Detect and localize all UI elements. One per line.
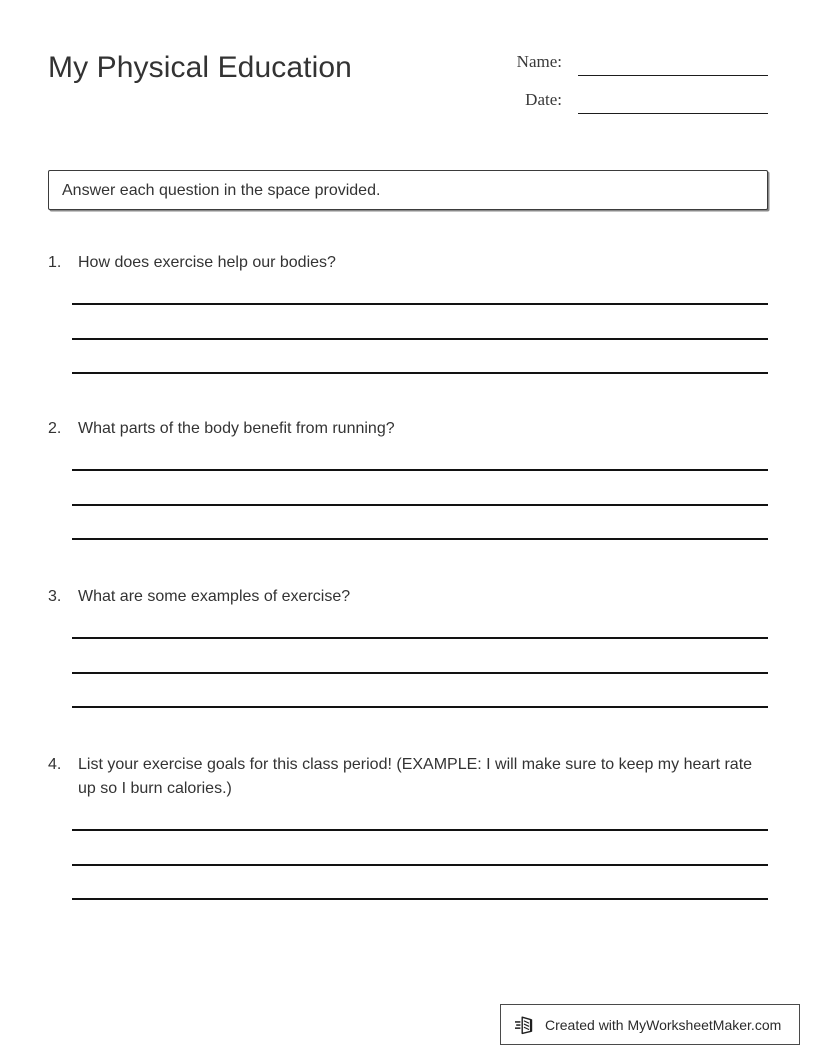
answer-line[interactable] bbox=[72, 672, 768, 674]
question-4-answer-area[interactable] bbox=[72, 823, 768, 903]
instruction-text: Answer each question in the space provided. bbox=[62, 182, 381, 199]
badge-content bbox=[515, 1005, 781, 1044]
worksheet-maker-logo-icon bbox=[515, 1014, 537, 1036]
question-1-answer-area[interactable] bbox=[72, 297, 768, 377]
answer-line[interactable] bbox=[72, 898, 768, 900]
answer-line[interactable] bbox=[72, 372, 768, 374]
answer-line[interactable] bbox=[72, 303, 768, 305]
question-item-1 bbox=[48, 251, 768, 275]
name-field-label: Name: bbox=[516, 52, 562, 71]
name-field-input-rule[interactable] bbox=[578, 75, 768, 76]
question-3-answer-area[interactable] bbox=[72, 631, 768, 711]
answer-line[interactable] bbox=[72, 706, 768, 708]
question-item-4 bbox=[48, 753, 768, 801]
badge-label: Created with MyWorksheetMaker.com bbox=[545, 1016, 782, 1033]
answer-line[interactable] bbox=[72, 469, 768, 471]
question-4-text: List your exercise goals for this class period! (EXAMPLE: I will make sure to keep my heart rate up so I burn calories.) bbox=[78, 756, 753, 797]
question-item-2 bbox=[48, 417, 768, 441]
date-field-row bbox=[500, 88, 790, 126]
answer-line[interactable] bbox=[72, 504, 768, 506]
question-3-text: What are some examples of exercise? bbox=[78, 588, 351, 605]
answer-line[interactable] bbox=[72, 829, 768, 831]
question-1-heading bbox=[48, 251, 768, 275]
date-field-input-rule[interactable] bbox=[578, 113, 768, 114]
name-field-row bbox=[500, 50, 790, 88]
name-date-fields bbox=[500, 50, 790, 126]
question-3-number: 3. bbox=[48, 588, 62, 605]
answer-line[interactable] bbox=[72, 637, 768, 639]
page-title: My Physical Education bbox=[48, 51, 352, 84]
question-3-heading bbox=[48, 585, 768, 609]
question-2-text: What parts of the body benefit from running? bbox=[78, 420, 395, 437]
answer-line[interactable] bbox=[72, 338, 768, 340]
worksheet-maker-badge[interactable] bbox=[500, 1004, 800, 1045]
question-4-number: 4. bbox=[48, 756, 62, 773]
question-2-answer-area[interactable] bbox=[72, 463, 768, 543]
answer-line[interactable] bbox=[72, 538, 768, 540]
date-field-label: Date: bbox=[525, 90, 562, 109]
worksheet-header bbox=[0, 0, 816, 140]
question-4-heading bbox=[48, 753, 768, 801]
question-1-number: 1. bbox=[48, 254, 62, 271]
question-2-heading bbox=[48, 417, 768, 441]
instruction-box bbox=[48, 170, 768, 210]
question-1-text: How does exercise help our bodies? bbox=[78, 254, 336, 271]
question-2-number: 2. bbox=[48, 420, 62, 437]
answer-line[interactable] bbox=[72, 864, 768, 866]
question-item-3 bbox=[48, 585, 768, 609]
